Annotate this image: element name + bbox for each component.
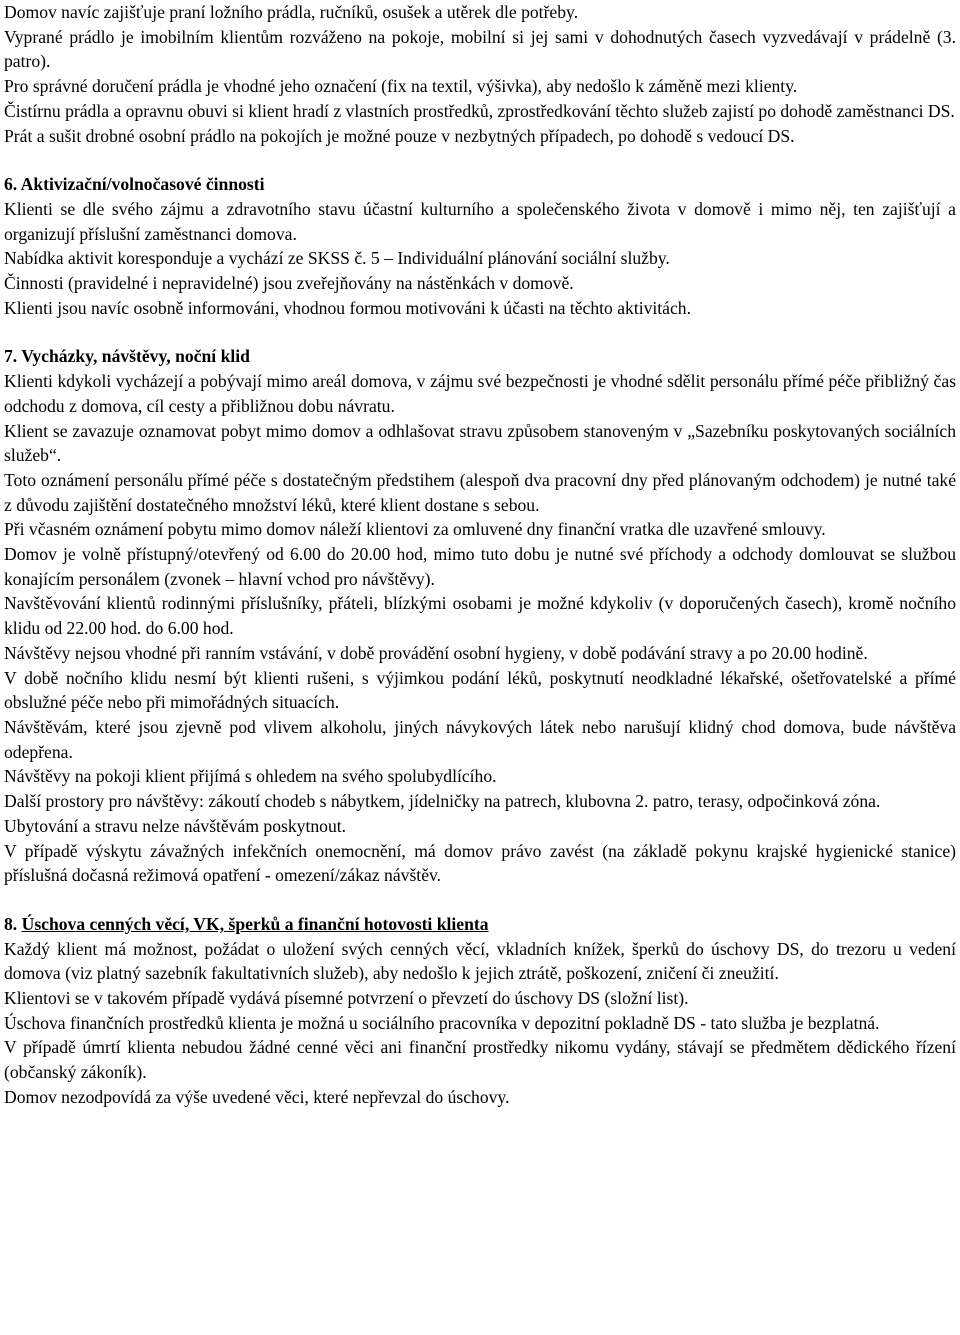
section-title: Úschova cenných věcí, VK, šperků a finanční hotovosti klienta xyxy=(21,913,489,934)
paragraph: Klient se zavazuje oznamovat pobyt mimo domov a odhlašovat stravu způsobem stanoveným v „Sazebníku poskytovaných sociálních služeb“. xyxy=(4,420,956,466)
paragraph: Každý klient má možnost, požádat o uložení svých cenných věcí, vkladních knížek, šperků do úschovy DS, do trezoru u vedení domova (viz platný sazebník fakultativních služeb), aby nedošlo k jejich ztrátě, poškození, zničení či zneužití. xyxy=(4,938,956,984)
section-number: 8. xyxy=(4,913,18,934)
paragraph: Domov navíc zajišťuje praní ložního prádla, ručníků, osušek a utěrek dle potřeby. xyxy=(4,2,579,22)
paragraph: Klientovi se v takovém případě vydává písemné potvrzení o převzetí do úschovy DS (složní list). xyxy=(4,988,689,1009)
intro-block xyxy=(4,0,956,148)
paragraph: Klienti kdykoli vycházejí a pobývají mimo areál domova, v zájmu své bezpečnosti je vhodné sdělit personálu přímé péče přibližný čas odchodu z domova, cíl cesty a přibližnou dobu návratu. xyxy=(4,371,956,416)
paragraph: V případě úmrtí klienta nebudou žádné cenné věci ani finanční prostředky nikomu vydány, stávají se předmětem dědického řízení (občanský zákoník). xyxy=(4,1037,956,1083)
section-heading xyxy=(4,912,956,937)
paragraph: Další prostory pro návštěvy: zákoutí chodeb s nábytkem, jídelničky na patrech, klubovna 2. patro, terasy, odpočinková zóna. xyxy=(4,791,881,812)
paragraph: Toto oznámení personálu přímé péče s dostatečným předstihem (alespoň dva pracovní dny před plánovaným odchodem) je nutné také z důvodu zajištění dostatečného množství léků, které klient dostane s sebou. xyxy=(4,469,956,515)
paragraph: V případě výskytu závažných infekčních onemocnění, má domov právo zavést (na základě pokynu krajské hygienické stanice) příslušná dočasná režimová opatření - omezení/zákaz návštěv. xyxy=(4,840,956,886)
section-activities xyxy=(4,172,956,320)
paragraph: Vyprané prádlo je imobilním klientům rozváženo na pokoje, mobilní si jej sami v dohodnutých časech vyzvedávají v prádelně (3. patro). xyxy=(4,26,956,72)
paragraph: Domov nezodpovídá za výše uvedené věci, které nepřevzal do úschovy. xyxy=(4,1086,510,1107)
paragraph: Návštěvám, které jsou zjevně pod vlivem alkoholu, jiných návykových látek nebo narušují klidný chod domova, bude návštěva odepřena. xyxy=(4,716,956,762)
paragraph: Navštěvování klientů rodinnými příslušníky, přáteli, blízkými osobami je možné kdykoliv (v doporučených časech), kromě nočního klidu od 22.00 hod. do 6.00 hod. xyxy=(4,593,956,639)
section-visits xyxy=(4,344,956,887)
document-page xyxy=(4,0,956,1110)
section-number: 7. xyxy=(4,346,18,367)
paragraph: Klienti se dle svého zájmu a zdravotního stavu účastní kulturního a společenského života v domově i mimo něj, ten zajišťují a organizují příslušní zaměstnanci domova. xyxy=(4,198,956,244)
paragraph: V době nočního klidu nesmí být klienti rušeni, s výjimkou podání léků, poskytnutí neodkladné lékařské, ošetřovatelské a přímé obslužné péče nebo při mimořádných situacích. xyxy=(4,667,956,713)
paragraph: Návštěvy na pokoji klient přijímá s ohledem na svého spolubydlícího. xyxy=(4,766,497,787)
paragraph: Ubytování a stravu nelze návštěvám poskytnout. xyxy=(4,815,347,836)
paragraph: Úschova finančních prostředků klienta je možná u sociálního pracovníka v depozitní pokladně DS - tato služba je bezplatná. xyxy=(4,1012,880,1033)
section-title: Aktivizační/volnočasové činnosti xyxy=(20,174,265,195)
paragraph: Domov je volně přístupný/otevřený od 6.00 do 20.00 hod, mimo tuto dobu je nutné své příchody a odchody domlouvat se službou konajícím personálem (zvonek – hlavní vchod pro návštěvy). xyxy=(4,544,956,589)
paragraph: Pro správné doručení prádla je vhodné jeho označení (fix na textil, výšivka), aby nedošlo k záměně mezi klienty. xyxy=(4,76,798,97)
paragraph: Návštěvy nejsou vhodné při ranním vstávání, v době provádění osobní hygieny, v době podávání stravy a po 20.00 hodině. xyxy=(4,642,868,663)
section-heading xyxy=(4,344,956,369)
section-number: 6. xyxy=(4,174,18,195)
section-valuables-storage xyxy=(4,912,956,1110)
section-title: Vycházky, návštěvy, noční klid xyxy=(21,346,250,367)
paragraph: Prát a sušit drobné osobní prádlo na pokojích je možné pouze v nezbytných případech, po dohodě s vedoucí DS. xyxy=(4,125,795,146)
paragraph: Při včasném oznámení pobytu mimo domov náleží klientovi za omluvené dny finanční vratka dle uzavřené smlouvy. xyxy=(4,519,826,540)
paragraph: Činnosti (pravidelné i nepravidelné) jsou zveřejňovány na nástěnkách v domově. xyxy=(4,273,574,294)
section-heading xyxy=(4,172,956,197)
paragraph: Čistírnu prádla a opravnu obuvi si klient hradí z vlastních prostředků, zprostředkování těchto služeb zajistí po dohodě zaměstnanci DS. xyxy=(4,100,955,121)
paragraph: Nabídka aktivit koresponduje a vychází ze SKSS č. 5 – Individuální plánování sociální služby. xyxy=(4,248,670,269)
paragraph: Klienti jsou navíc osobně informováni, vhodnou formou motivováni k účasti na těchto aktivitách. xyxy=(4,297,691,318)
